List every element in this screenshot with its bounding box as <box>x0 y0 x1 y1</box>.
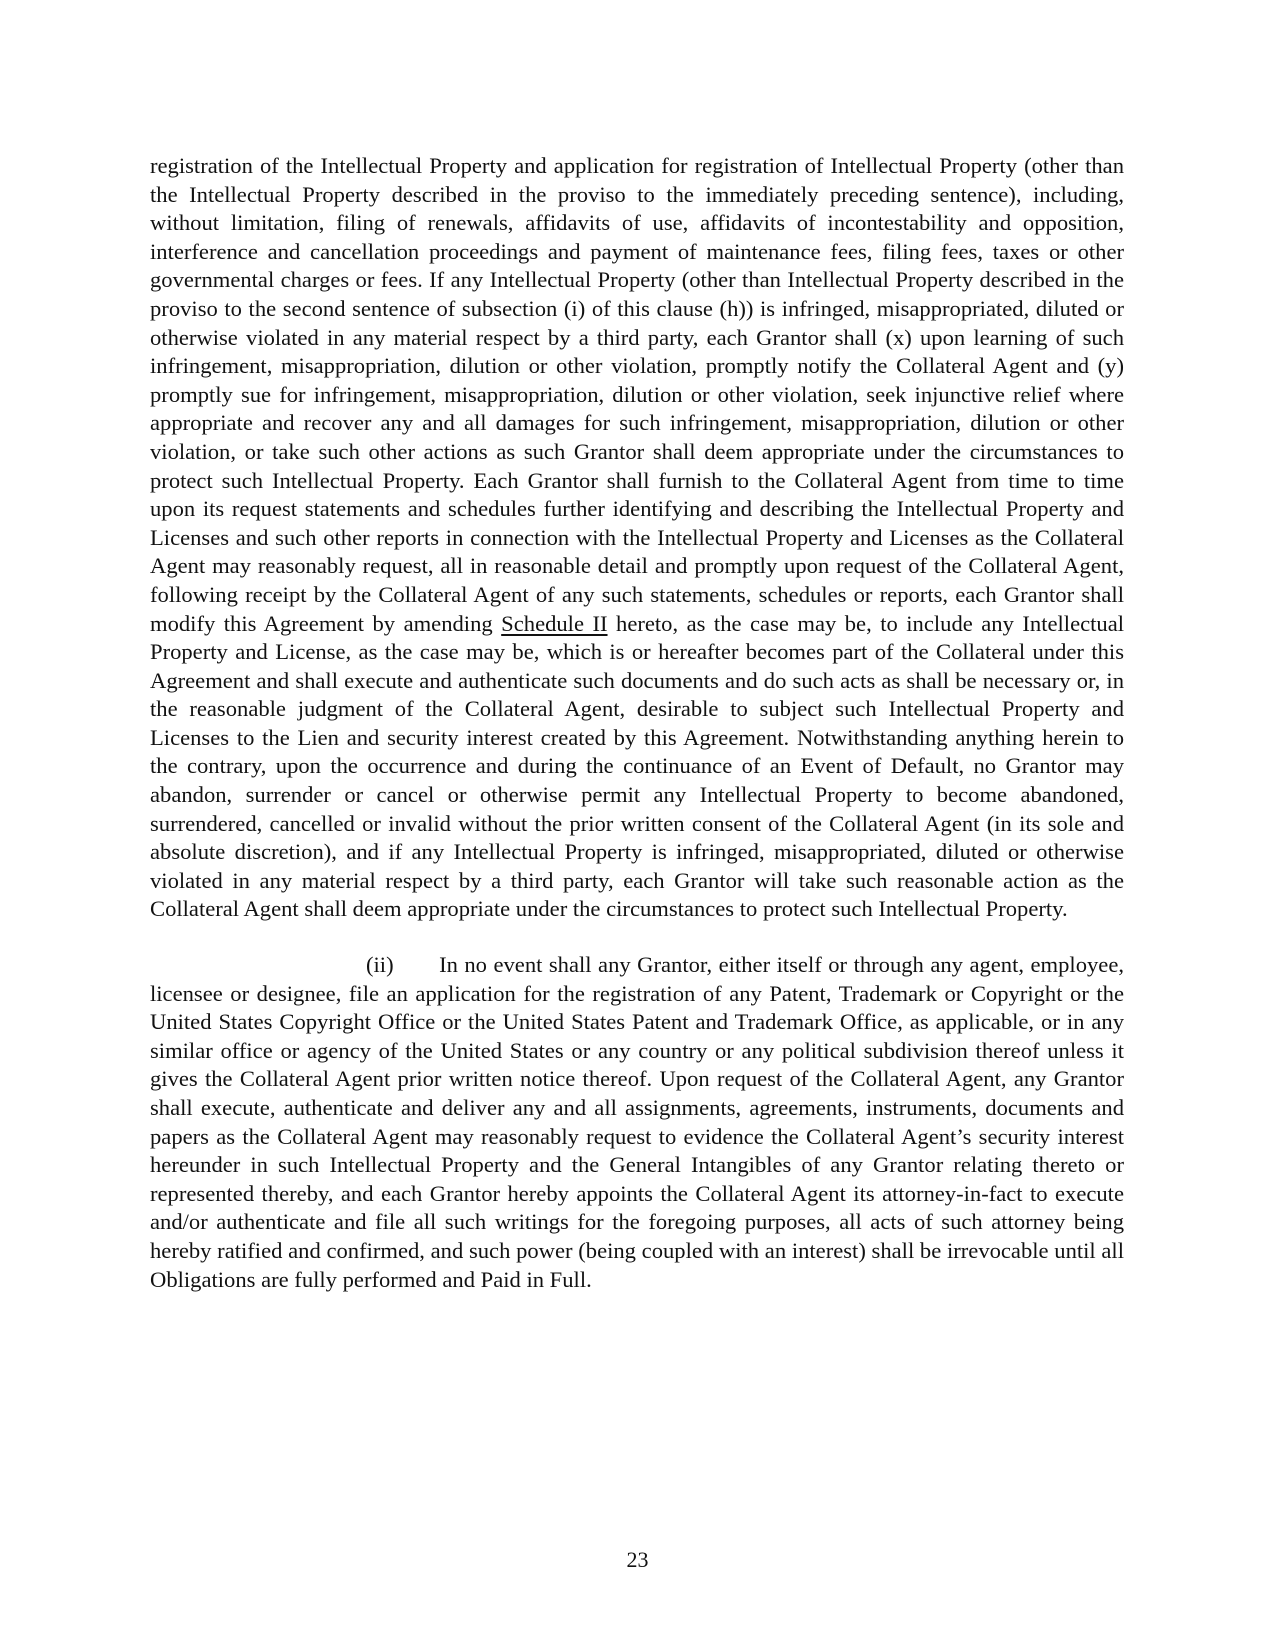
page-number: 23 <box>626 1547 649 1572</box>
paragraph-continuation <box>150 152 1124 924</box>
schedule-ii-reference: Schedule II <box>501 610 608 636</box>
document-body <box>150 152 1124 1294</box>
paragraph-1-text-b: hereto, as the case may be, to include any Intellectual Property and License, as the case may be, which is or hereafter becomes part of the Collateral under this Agreement and shall execute and authenticate such documents and do such acts as shall be necessary or, in the reasonable judgment of the Collateral Agent, desirable to subject such Intellectual Property and Licenses to the Lien and security interest created by this Agreement. Notwithstanding anything herein to the contrary, upon the occurrence and during the continuance of an Event of Default, no Grantor may abandon, surrender or cancel or otherwise permit any Intellectual Property to become abandoned, surrendered, cancelled or invalid without the prior written consent of the Collateral Agent (in its sole and absolute discretion), and if any Intellectual Property is infringed, misappropriated, diluted or otherwise violated in any material respect by a third party, each Grantor will take such reasonable action as the Collateral Agent shall deem appropriate under the circumstances to protect such Intellectual Property. <box>150 610 1125 922</box>
paragraph-ii-label: (ii) <box>366 952 394 978</box>
paragraph-1-text-a: registration of the Intellectual Property and application for registration of Intellectual Property (other than the Intellectual Property described in the proviso to the immediately preceding sentence), including, without limitation, filing of renewals, affidavits of use, affidavits of incontestability and opposition, interference and cancellation proceedings and payment of maintenance fees, filing fees, taxes or other governmental charges or fees. If any Intellectual Property (other than Intellectual Property described in the proviso to the second sentence of subsection (i) of this clause (h)) is infringed, misappropriated, diluted or otherwise violated in any material respect by a third party, each Grantor shall (x) upon learning of such infringement, misappropriation, dilution or other violation, promptly notify the Collateral Agent and (y) promptly sue for infringement, misappropriation, dilution or other violation, seek injunctive relief where appropriate and recover any and all damages for such infringement, misappropriation, dilution or other violation, or take such other actions as such Grantor shall deem appropriate under the circumstances to protect such Intellectual Property. Each Grantor shall furnish to the Collateral Agent from time to time upon its request statements and schedules further identifying and describing the Intellectual Property and Licenses and such other reports in connection with the Intellectual Property and Licenses as the Collateral Agent may reasonably request, all in reasonable detail and promptly upon request of the Collateral Agent, following receipt by the Collateral Agent of any such statements, schedules or reports, each Grantor shall modify this Agreement by amending <box>150 153 1124 636</box>
paragraph-ii-text: In no event shall any Grantor, either itself or through any agent, employee, licensee or designee, file an application for the registration of any Patent, Trademark or Copyright or the United States Copyright Office or the United States Patent and Trademark Office, as applicable, or in any similar office or agency of the United States or any country or any political subdivision thereof unless it gives the Collateral Agent prior written notice thereof. Upon request of the Collateral Agent, any Grantor shall execute, authenticate and deliver any and all assignments, agreements, instruments, documents and papers as the Collateral Agent may reasonably request to evidence the Collateral Agent’s security interest hereunder in such Intellectual Property and the General Intangibles of any Grantor relating thereto or represented thereby, and each Grantor hereby appoints the Collateral Agent its attorney-in-fact to execute and/or authenticate and file all such writings for the foregoing purposes, all acts of such attorney being hereby ratified and confirmed, and such power (being coupled with an interest) shall be irrevocable until all Obligations are fully performed and Paid in Full. <box>150 952 1124 1292</box>
paragraph-ii <box>150 951 1124 1294</box>
